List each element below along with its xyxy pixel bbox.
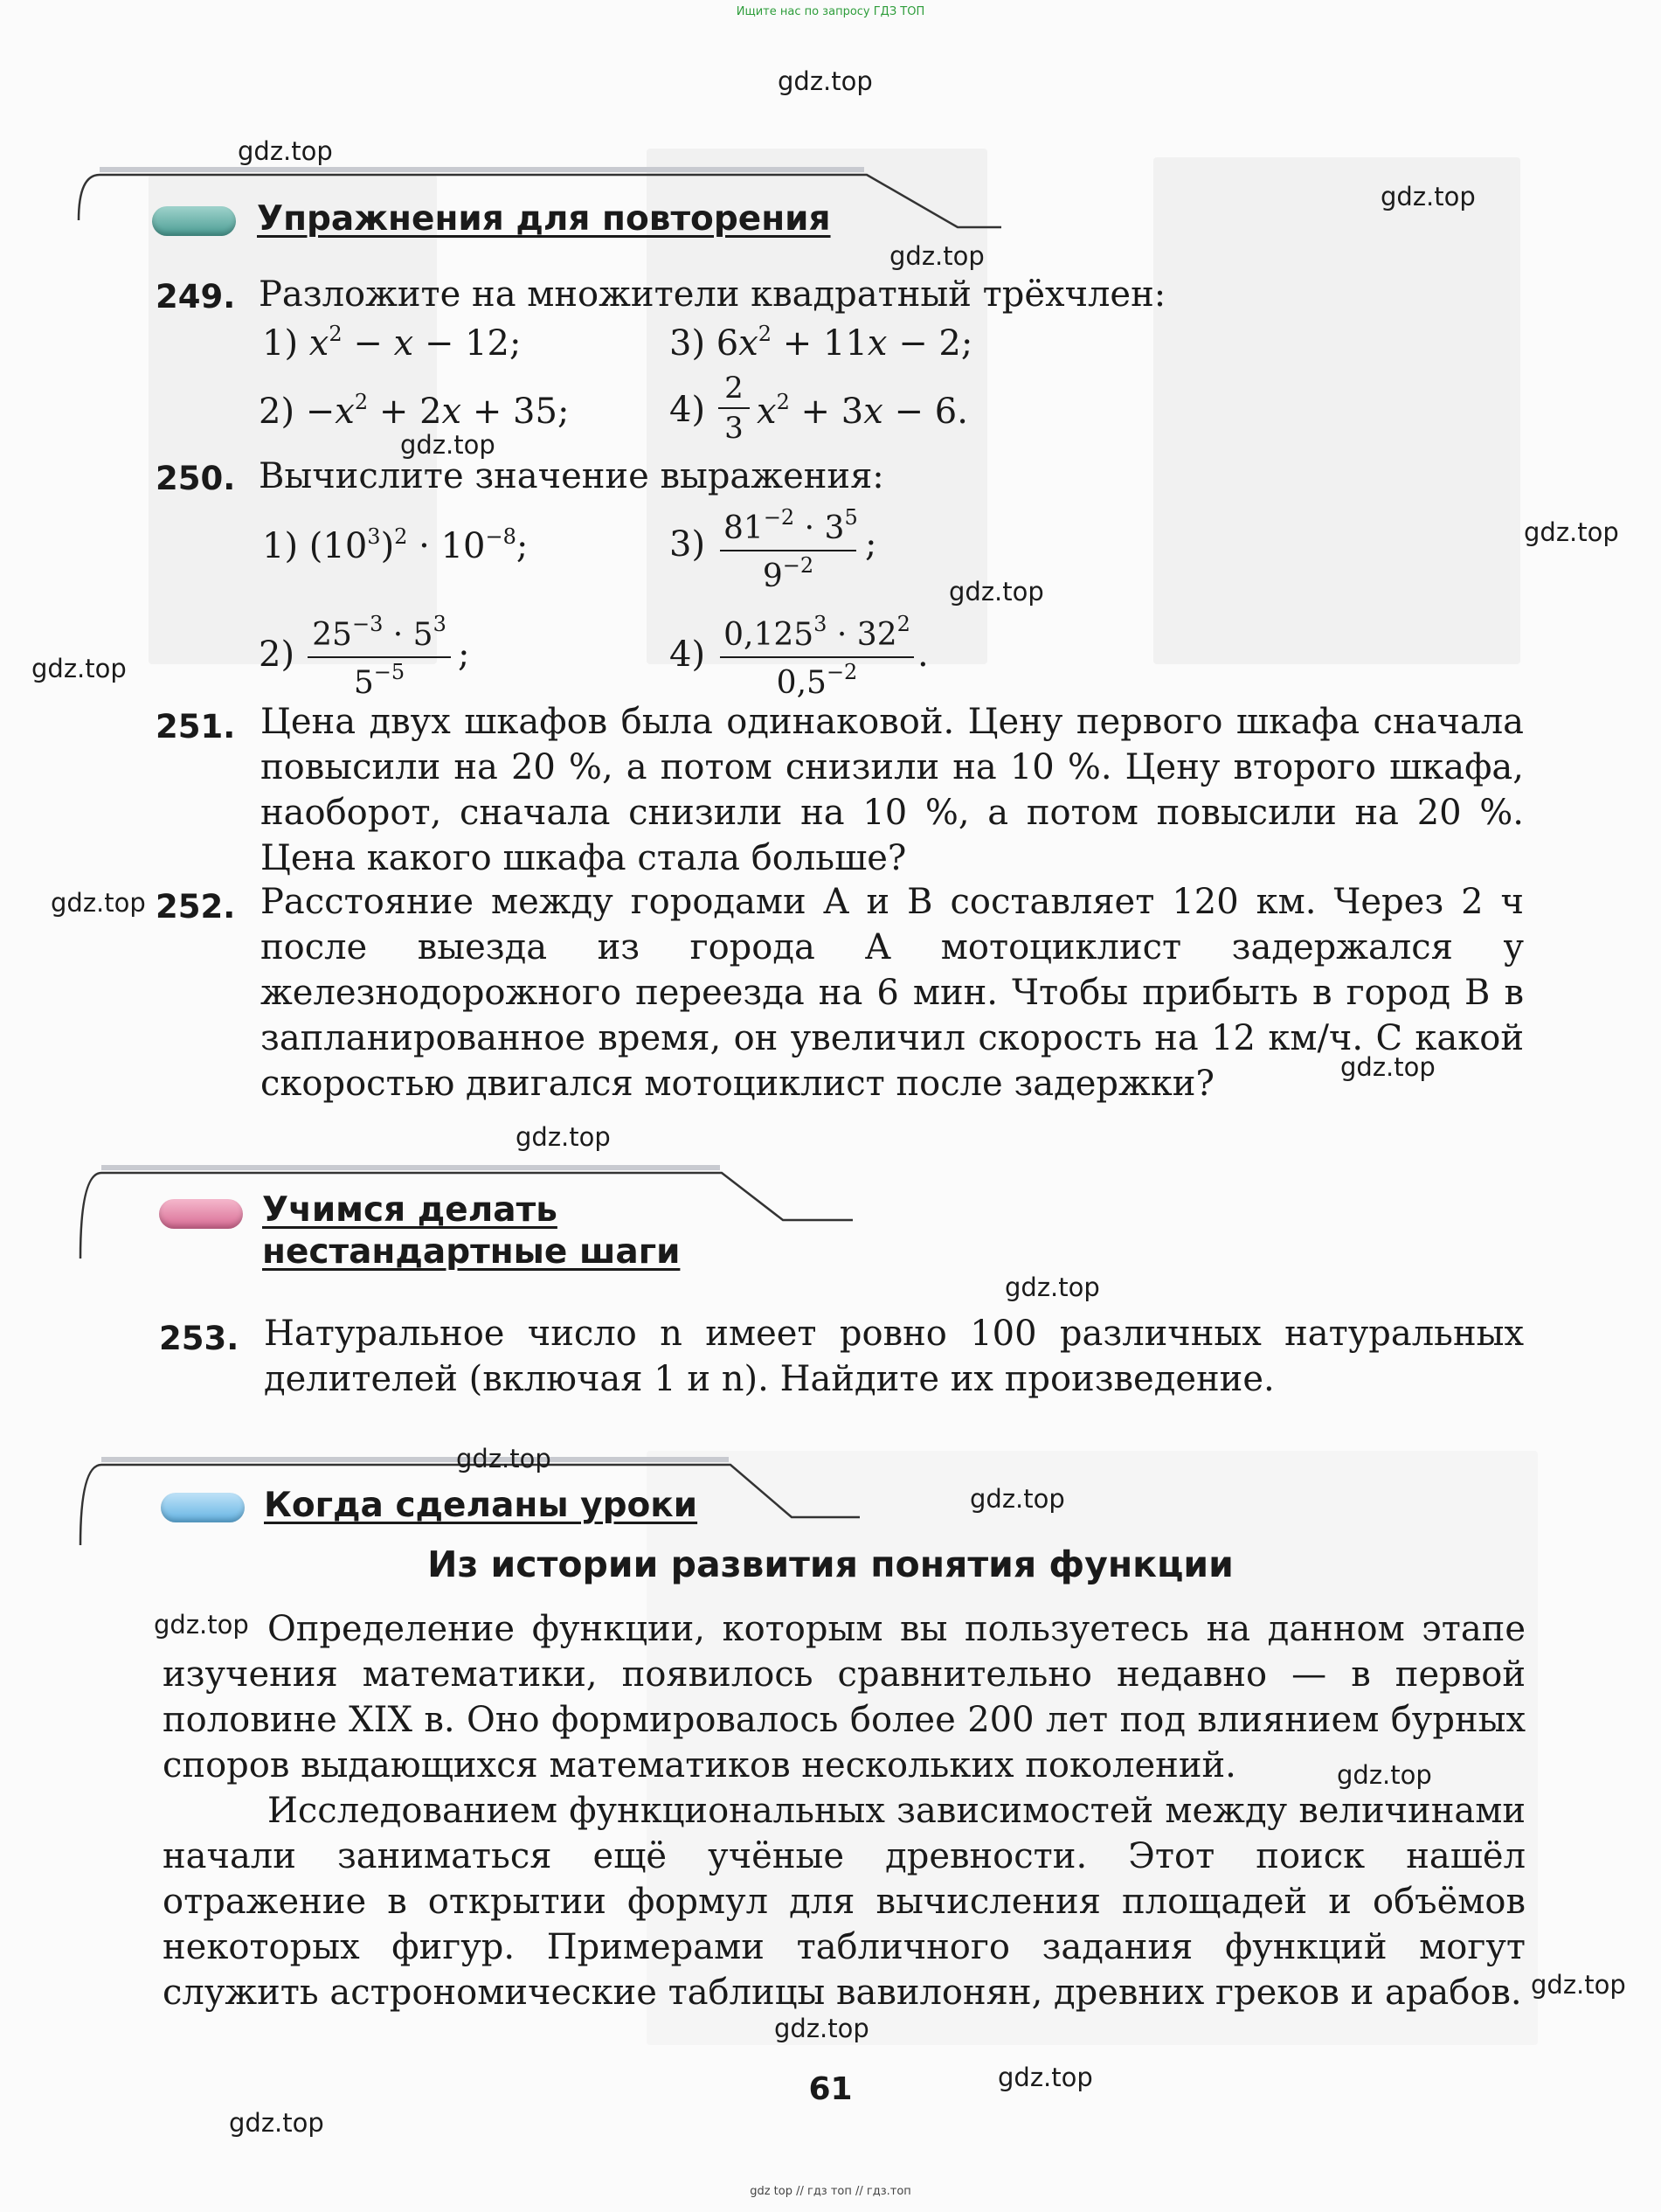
section-title: нестандартные шаги [262,1232,681,1272]
fraction [718,371,750,446]
item-label: 2) [259,392,295,432]
watermark: gdz.top [229,2108,324,2138]
item-label: 2) [259,634,295,675]
watermark: gdz.top [949,577,1044,607]
item-label: 3) [669,323,706,364]
watermark: gdz.top [1381,182,1476,211]
watermark: gdz.top [1337,1760,1432,1790]
watermark: gdz.top [1524,517,1619,547]
punctuation: ; [458,634,470,675]
item-label: 1) [262,526,299,566]
watermark: gdz.top [31,654,127,683]
background-bleed [1153,157,1520,664]
item-label: 4) [669,634,706,675]
problem-text: Вычислите значение выражения: [259,456,884,496]
footer-banner: gdz top // гдз топ // гдз.топ [750,2185,911,2198]
fraction-denominator: $9^{-2}$ [762,553,814,594]
story-paragraph: Определение функции, которым вы пользуетесь на данном этапе изучения математики, появилось сравнительно недавно — в первой половине XIX в. Оно формировалось более 200 лет под влиянием бурных споров выдающихся математиков нескольких поколений. [163,1609,1526,1786]
punctuation: ; [865,524,877,565]
story-title: Из истории развития понятия функции [427,1543,1234,1585]
watermark: gdz.top [778,66,873,96]
expression-item: $x^2 + 3x - 6$. [757,390,968,432]
fraction-numerator: $25^{-3} \cdot 5^3$ [308,612,451,658]
section-header-nonstandard [75,1162,862,1272]
fraction [720,505,856,594]
punctuation: . [917,634,929,675]
watermark: gdz.top [998,2063,1093,2092]
problem-text: Натуральное число n имеет ровно 100 различных натуральных делителей (включая 1 и n). Найдите их произведение. [264,1314,1524,1399]
expression-item [259,634,294,675]
watermark: gdz.top [970,1484,1065,1514]
expression-item [669,390,705,430]
item-label: 1) [262,323,299,364]
watermark: gdz.top [774,2014,869,2043]
watermark: gdz.top [400,430,495,460]
problem-text: Цена двух шкафов была одинаковой. Цену первого шкафа сначала повысили на 20 %, а потом снизили на 10 %. Цену второго шкафа, наоборот, сначала снизили на 10 %, а потом повысили на 20 %. Цена какого шкафа стала больше? [260,702,1524,878]
item-label: 4) [669,390,706,430]
story-paragraph: Исследованием функциональных зависимостей между величинами начали заниматься ещё учёные древности. Этот поиск нашёл отражение в открытии формул для вычисления площадей и объёмов некоторых фигур. Примерами табличного задания функций могут служить астрономические таблицы вавилонян, древних греков и арабов. [163,1791,1526,2013]
watermark: gdz.top [516,1122,611,1152]
item-label: 3) [669,524,706,565]
problem-number: 250. [156,460,236,497]
fraction-denominator: 3 [724,411,744,446]
fraction [308,612,451,701]
section-title: Когда сделаны уроки [264,1486,698,1525]
fraction-numerator: $0,125^3 \cdot 32^2$ [720,612,914,658]
watermark: gdz.top [1005,1272,1100,1302]
problem-number: 252. [156,888,236,926]
section-header-repeat [73,168,1008,238]
fraction-denominator: $5^{-5}$ [353,660,405,701]
watermark: gdz.top [51,888,146,918]
section-marker-blue [161,1493,245,1522]
problem-number: 249. [156,278,236,316]
section-title: Учимся делать [262,1190,557,1230]
expression-item: 1) $x^2 - x - 12$; [262,322,522,364]
expression-item: 3) $6x^2 + 11x - 2$; [669,322,973,364]
fraction-numerator: $81^{-2} \cdot 3^5$ [720,505,856,551]
fraction [720,612,914,701]
watermark: gdz.top [1340,1052,1436,1082]
watermark: gdz.top [1531,1970,1626,2000]
expression-item: 1) $(10^3)^2 \cdot 10^{-8}$; [262,524,529,566]
page-number: 61 [808,2071,853,2107]
problem-number: 253. [159,1320,239,1357]
problem-number: 251. [156,708,236,745]
problem-text: Расстояние между городами A и B составляет 120 км. Через 2 ч после выезда из города A мотоциклист задержался у железнодорожного переезда на 6 мин. Чтобы прибыть в город B в запланированное время, он увеличил скорость на 12 км/ч. С какой скоростью двигался мотоциклист после задержки? [260,882,1524,1104]
section-marker-pink [159,1199,243,1229]
expression-item [669,524,705,565]
problem-text: Разложите на множители квадратный трёхчлен: [259,274,1166,315]
watermark: gdz.top [238,136,333,166]
fraction-denominator: $0,5^{-2}$ [776,660,858,701]
expression-item [669,634,705,675]
fraction-numerator: 2 [718,371,750,409]
watermark: gdz.top [154,1610,249,1640]
expression-item: $2) -x^2 + 2x + 35$; [259,390,570,432]
section-title: Упражнения для повторения [257,199,831,239]
watermark: gdz.top [889,241,985,271]
watermark: gdz.top [456,1444,551,1474]
section-marker-green [152,206,236,236]
top-banner: Ищите нас по запросу ГДЗ ТОП [736,5,925,18]
